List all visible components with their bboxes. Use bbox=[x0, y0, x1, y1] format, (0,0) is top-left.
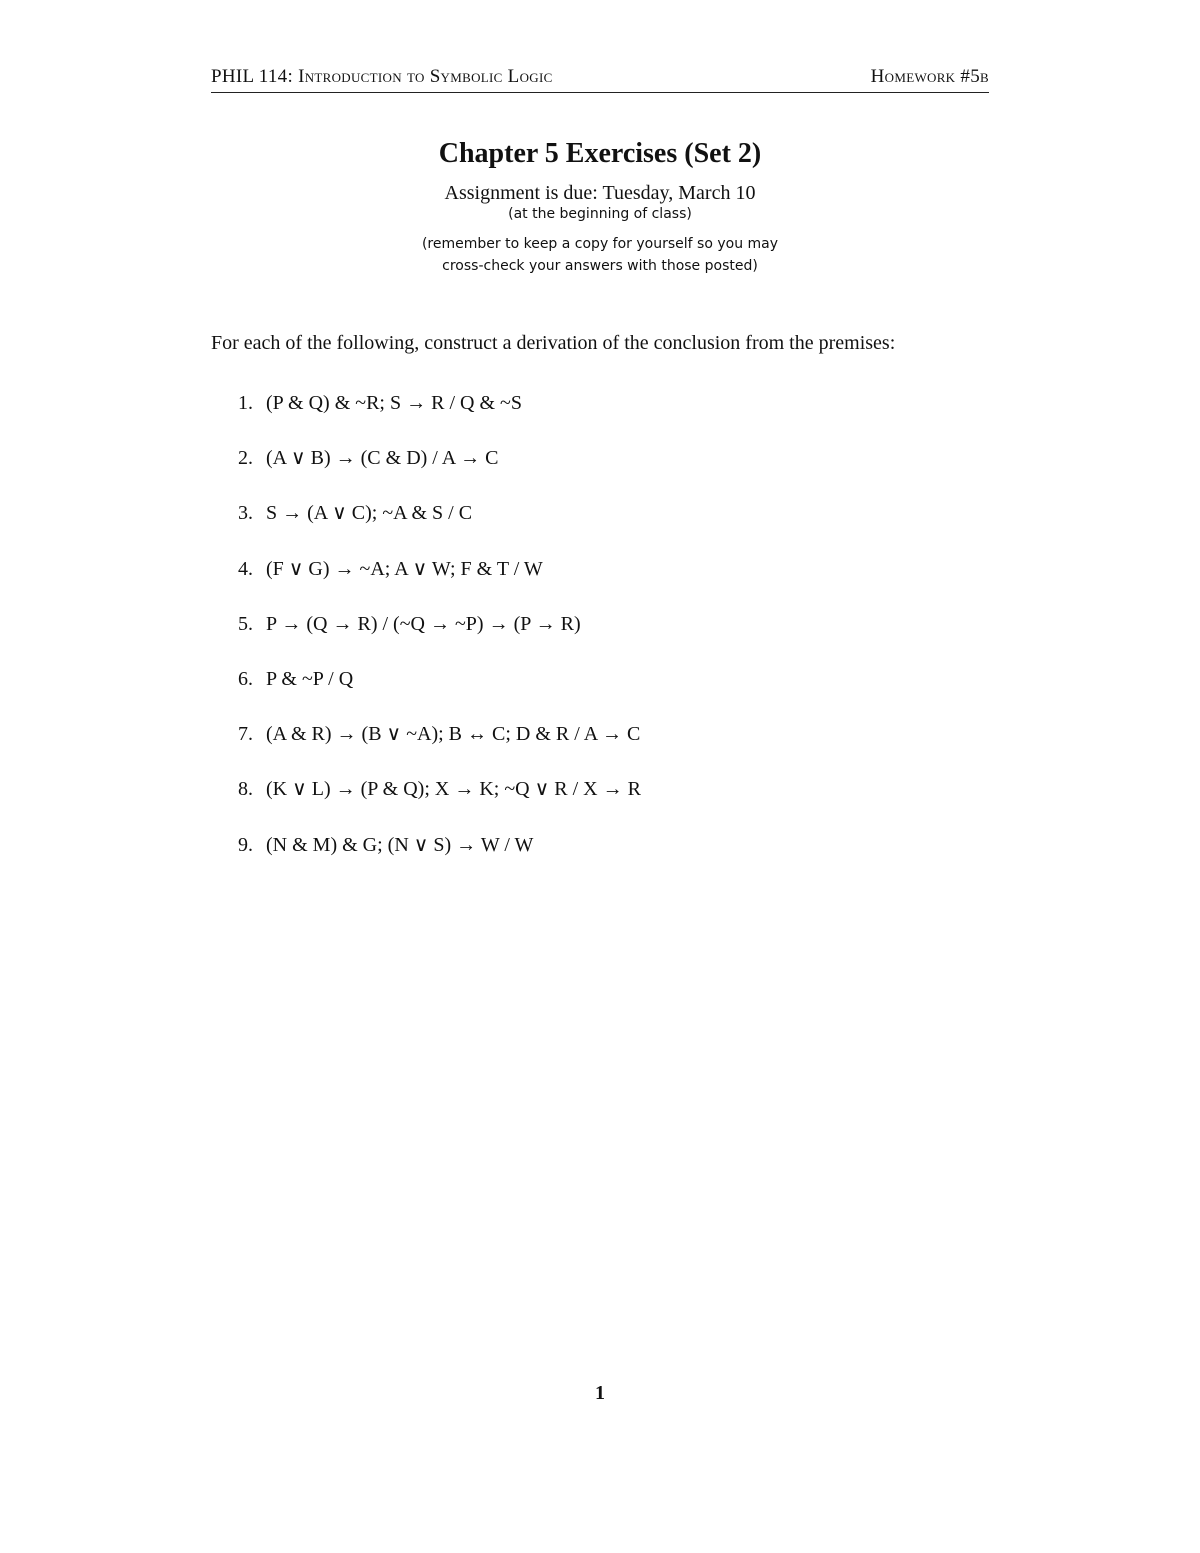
homework-label: Homework #5b bbox=[870, 66, 989, 87]
exercise-item bbox=[238, 500, 641, 555]
exercise-number: 9. bbox=[238, 833, 253, 856]
exercise-item bbox=[238, 666, 641, 721]
page-number: 1 bbox=[595, 1382, 605, 1404]
exercise-text: (F ∨ G) → ~A; A ∨ W; F & T / W bbox=[266, 557, 543, 580]
exercise-text: (N & M) & G; (N ∨ S) → W / W bbox=[266, 833, 534, 856]
exercise-text: P & ~P / Q bbox=[266, 667, 354, 690]
exercise-item bbox=[238, 556, 641, 611]
due-date: Assignment is due: Tuesday, March 10 bbox=[444, 182, 756, 204]
exercise-text: (K ∨ L) → (P & Q); X → K; ~Q ∨ R / X → R bbox=[266, 778, 641, 801]
exercise-item bbox=[238, 611, 641, 666]
exercise-number: 3. bbox=[238, 502, 253, 525]
exercise-item bbox=[238, 390, 641, 445]
exercise-number: 1. bbox=[238, 392, 253, 414]
exercise-text: (A ∨ B) → (C & D) / A → C bbox=[266, 447, 499, 470]
course-title: PHIL 114: Introduction to Symbolic Logic bbox=[211, 66, 553, 87]
exercise-number: 4. bbox=[238, 557, 253, 580]
exercise-number: 8. bbox=[238, 778, 253, 801]
exercise-text: (A & R) → (B ∨ ~A); B ↔ C; D & R / A → C bbox=[266, 723, 641, 746]
exercise-list bbox=[238, 390, 641, 887]
title-block bbox=[211, 136, 989, 277]
reminder-line-1: (remember to keep a copy for yourself so you may bbox=[421, 236, 779, 252]
running-header bbox=[211, 66, 989, 93]
exercise-text: (P & Q) & ~R; S → R / Q & ~S bbox=[266, 392, 522, 414]
instructions: For each of the following, construct a derivation of the conclusion from the premises: bbox=[211, 332, 896, 354]
due-note: (at the beginning of class) bbox=[508, 206, 692, 222]
exercise-item bbox=[238, 445, 641, 500]
exercise-number: 5. bbox=[238, 612, 253, 635]
exercise-number: 6. bbox=[238, 667, 253, 690]
exercise-text: S → (A ∨ C); ~A & S / C bbox=[266, 502, 473, 525]
reminder-note bbox=[211, 233, 989, 277]
exercise-item bbox=[238, 832, 641, 887]
exercise-item bbox=[238, 776, 641, 831]
reminder-line-2: cross-check your answers with those posted) bbox=[442, 258, 758, 274]
exercise-number: 2. bbox=[238, 447, 253, 470]
exercise-text: P → (Q → R) / (~Q → ~P) → (P → R) bbox=[266, 612, 581, 635]
exercise-number: 7. bbox=[238, 723, 253, 746]
exercise-item bbox=[238, 721, 641, 776]
page-title: Chapter 5 Exercises (Set 2) bbox=[438, 138, 762, 169]
